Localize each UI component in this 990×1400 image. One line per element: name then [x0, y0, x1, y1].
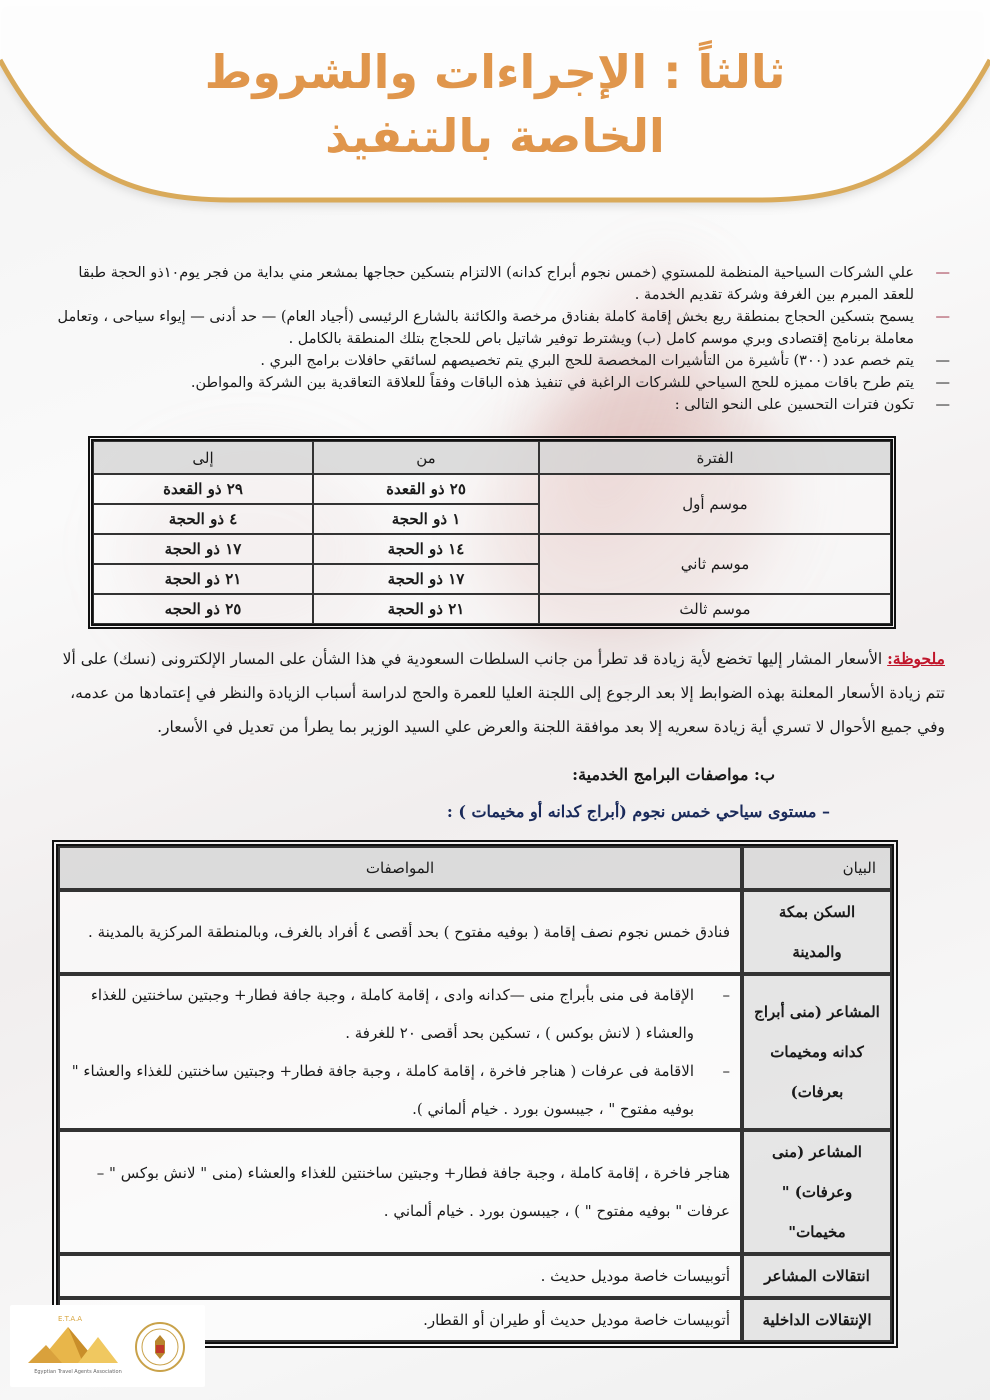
- table-header-row: [93, 441, 891, 474]
- period-from: ١٤ ذو الحجة: [313, 534, 539, 564]
- dash-bullet-icon: —: [935, 353, 950, 369]
- spec-label: الإنتقالات الداخلية: [742, 1298, 892, 1342]
- spec-item-text: أتوبيسات خاصة موديل حديث .: [540, 1267, 730, 1285]
- condition-text: تكون فترات التحسين على النحو التالى :: [674, 397, 914, 413]
- section-b-heading: ب: مواصفات البرامج الخدمية:: [572, 765, 775, 784]
- season-name: موسم ثالث: [539, 594, 891, 624]
- spec-item-text: أتوبيسات خاصة موديل حديث أو طيران أو القطار.: [423, 1311, 730, 1329]
- spec-item: [70, 913, 730, 951]
- spec-item: [70, 1154, 730, 1230]
- pyramids-icon: [28, 1315, 123, 1370]
- condition-item: [50, 372, 950, 394]
- footer-logos: [10, 1305, 205, 1387]
- period-to: ١٧ ذو الحجة: [93, 534, 313, 564]
- spec-item-text: هناجر فاخرة ، إقامة كاملة ، وجبة جافة فطار+ وجبتين ساخنتين للغذاء والعشاء (منى " لانش بوكس " – عرفات " بوفيه مفتوح " ) ، جيبسون بورد . خيام ألماني .: [96, 1164, 730, 1220]
- title-line-2: الخاصة بالتنفيذ: [325, 109, 665, 163]
- dash-bullet-icon: —: [935, 397, 950, 413]
- table-header-row: [58, 846, 892, 890]
- title-line-1: ثالثاً : الإجراءات والشروط: [204, 45, 786, 99]
- period-from: ٢١ ذو الحجة: [313, 594, 539, 624]
- column-header-specs: المواصفات: [58, 846, 742, 890]
- etaa-mark: E.T.A.A: [58, 1315, 82, 1323]
- spec-item: [70, 976, 730, 1052]
- column-header-from: من: [313, 441, 539, 474]
- spec-value: [58, 974, 742, 1130]
- note-paragraph: [45, 642, 945, 744]
- table-row: [58, 890, 892, 974]
- page-title: [0, 40, 990, 168]
- table-row: [58, 974, 892, 1130]
- spec-value: [58, 1254, 742, 1298]
- table-row: [58, 1254, 892, 1298]
- etaa-logo: [28, 1315, 123, 1385]
- period-from: ١ ذو الحجة: [313, 504, 539, 534]
- note-label: ملحوظة:: [887, 649, 945, 668]
- spec-value: [58, 1130, 742, 1254]
- season-name: موسم أول: [539, 474, 891, 534]
- period-from: ١٧ ذو الحجة: [313, 564, 539, 594]
- dash-bullet-icon: —: [935, 265, 950, 281]
- table-row: [93, 594, 891, 624]
- ministry-seal-icon: [134, 1321, 186, 1373]
- spec-value: [58, 890, 742, 974]
- period-to: ٤ ذو الحجة: [93, 504, 313, 534]
- etaa-name: Egyptian Travel Agents Association: [34, 1369, 122, 1375]
- column-header-statement: البيان: [742, 846, 892, 890]
- spec-item-text: فنادق خمس نجوم نصف إقامة ( بوفيه مفتوح ) بحد أقصى ٤ أفراد بالغرف، وبالمنطقة المركزية بالمدينة .: [88, 923, 730, 941]
- period-to: ٢٩ ذو القعدة: [93, 474, 313, 504]
- column-header-period: الفترة: [539, 441, 891, 474]
- table-row: [58, 1130, 892, 1254]
- table-row: [93, 474, 891, 504]
- condition-item: [50, 306, 950, 350]
- dash-bullet-icon: –: [722, 986, 730, 1004]
- column-header-to: إلى: [93, 441, 313, 474]
- dash-bullet-icon: —: [935, 375, 950, 391]
- spec-label: السكن بمكة والمدينة: [742, 890, 892, 974]
- spec-item: [70, 1052, 730, 1128]
- spec-item: [70, 1257, 730, 1295]
- condition-text: يسمح بتسكين الحجاج بمنطقة ريع بخش إقامة كاملة بفنادق مرخصة والكائنة بالشارع الرئيسى (أجياد العام) — حد أدنى — إيواء سياحى ، وتعامل معاملة برنامج إقتصادى وبري موسم كامل (ب) ويشترط توفير شاتيل باص للحجاج بتلك المنطقة بالكامل .: [57, 309, 914, 347]
- spec-item-text: الإقامة فى منى بأبراج منى —كدانه وادى ، إقامة كاملة ، وجبة جافة فطار+ وجبتين ساخنتين للغذاء والعشاء ( لانش بوكس ) ، تسكين بحد أقصى ٢٠ للغرفة .: [90, 986, 694, 1042]
- condition-item: [50, 262, 950, 306]
- period-from: ٢٥ ذو القعدة: [313, 474, 539, 504]
- table-row: [93, 534, 891, 564]
- spec-label: انتقالات المشاعر: [742, 1254, 892, 1298]
- period-to: ٢٥ ذو الحجه: [93, 594, 313, 624]
- condition-text: علي الشركات السياحية المنظمة للمستوي (خمس نجوم أبراج كدانه) الالتزام بتسكين حجاجها بمشعر مني بداية من فجر يوم١٠ذو الحجة طبقا للعقد المبرم بين الغرفة وشركة تقديم الخدمة .: [78, 265, 914, 303]
- specs-table: [52, 840, 898, 1348]
- periods-table: [88, 436, 896, 629]
- conditions-list: [50, 262, 950, 416]
- condition-item: [50, 394, 950, 416]
- dash-bullet-icon: –: [722, 1062, 730, 1080]
- spec-label: المشاعر (منى أبراج كدانه ومخيمات بعرفات): [742, 974, 892, 1130]
- five-star-level-heading: – مستوى سياحي خمس نجوم (أبراج كدانه أو مخيمات ) :: [446, 802, 830, 821]
- condition-text: يتم طرح باقات مميزه للحج السياحي للشركات الراغبة في تنفيذ هذه الباقات وفقاً للعلاقة التعاقدية بين الشركة والمواطن.: [190, 375, 914, 391]
- dash-bullet-icon: —: [935, 309, 950, 325]
- spec-item-text: الاقامة فى عرفات ( هناجر فاخرة ، إقامة كاملة ، وجبة جافة فطار+ وجبتين ساخنتين للغذاء والعشاء " بوفيه مفتوح " ، جيبسون بورد . خيام ألماني ).: [71, 1062, 694, 1118]
- condition-text: يتم خصم عدد (٣٠٠) تأشيرة من التأشيرات المخصصة للحج البري يتم تخصيصهم لسائقي حافلات برامج البري .: [260, 353, 914, 369]
- note-text: الأسعار المشار إليها تخضع لأية زيادة قد تطرأ من جانب السلطات السعودية في هذا الشأن على المسار الإلكترونى (نسك) على ألا تتم زيادة الأسعار المعلنة بهذه الضوابط إلا بعد الرجوع إلى اللجنة العليا للعمرة والحج لدراسة أسباب الزيادة والنظر في إعتمادها من عدمه، وفي جميع الأحوال لا تسري أية زيادة سعريه إلا بعد موافقة اللجنة والعرض علي السيد الوزير بما يطرأ من تعديل في الأسعار.: [62, 650, 945, 736]
- season-name: موسم ثاني: [539, 534, 891, 594]
- period-to: ٢١ ذو الحجة: [93, 564, 313, 594]
- spec-label: المشاعر (منى وعرفات) " مخيمات": [742, 1130, 892, 1254]
- condition-item: [50, 350, 950, 372]
